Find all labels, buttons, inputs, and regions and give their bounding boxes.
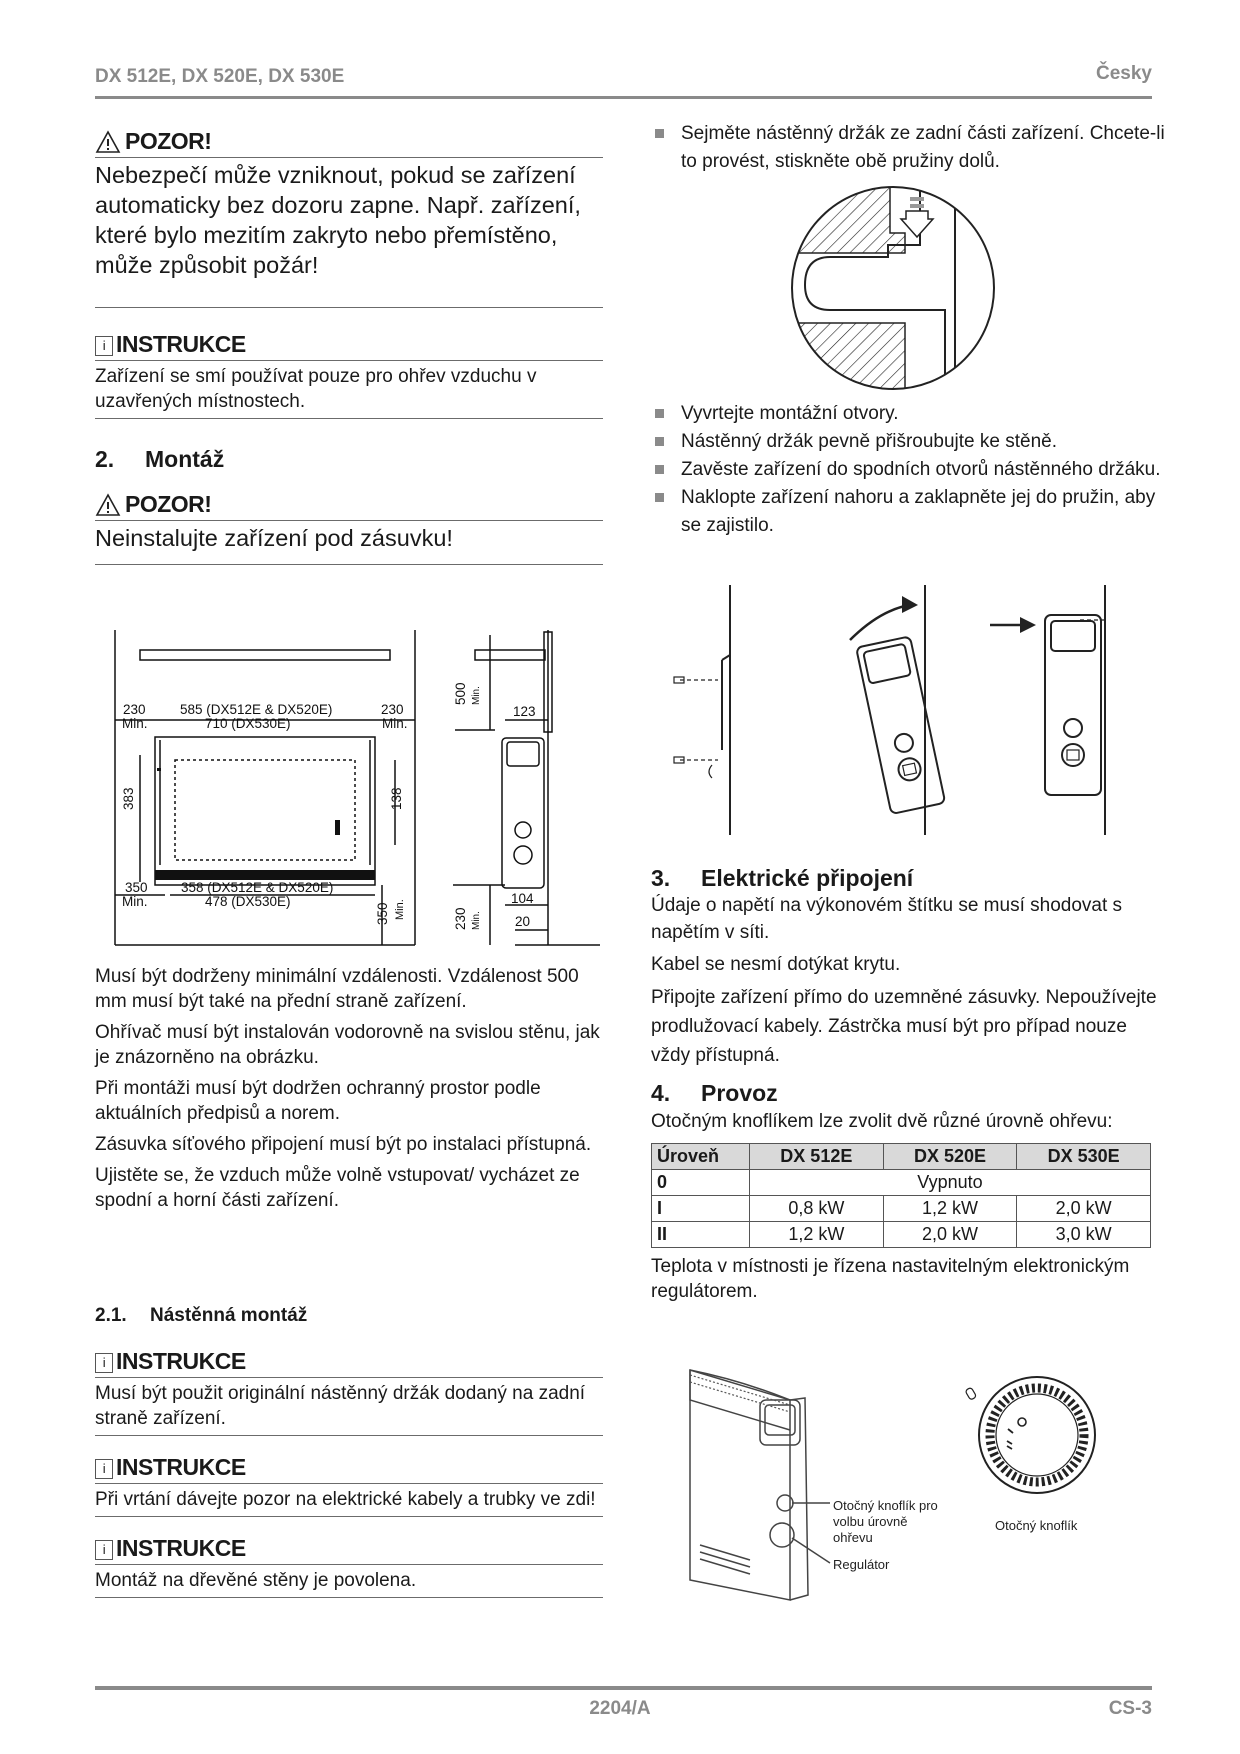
instruction-title: [95, 1535, 603, 1565]
control-knob-figure: [680, 1360, 1140, 1610]
table-cell: 0: [652, 1170, 750, 1196]
footer-page: CS-3: [1108, 1698, 1152, 1719]
table-cell: 2,0 kW: [883, 1222, 1017, 1248]
footer-doc-code: 2204/A: [589, 1698, 651, 1719]
dim-20: 20: [515, 914, 531, 929]
warning-title: [95, 128, 603, 158]
left-bottom-block: [95, 1305, 603, 1598]
table-row: [652, 1170, 1151, 1196]
regulator-label: Regulátor: [833, 1557, 890, 1572]
paragraph: Při montáži musí být dodržen ochranný prostor podle aktuálních předpisů a norem.: [95, 1078, 541, 1124]
divider: [95, 1593, 603, 1598]
footer-rule: [95, 1686, 1152, 1690]
instruction-text: Při vrtání dávejte pozor na elektrické kabely a trubky ve zdi!: [95, 1489, 596, 1510]
table-cell: 0,8 kW: [750, 1196, 884, 1222]
table-row: [652, 1196, 1151, 1222]
instruction-title: [95, 1348, 603, 1378]
section-heading: 4. Provoz: [651, 1080, 778, 1106]
dim-min-230: Min.: [471, 911, 482, 930]
dim-710: 710 (DX530E): [205, 716, 291, 731]
divider: [95, 414, 603, 419]
header-models: DX 512E, DX 520E, DX 530E: [95, 66, 345, 87]
dim-230-left: 230: [123, 702, 146, 717]
dim-104: 104: [511, 891, 534, 906]
warning-icon: [95, 130, 121, 154]
instruction-title-text: INSTRUKCE: [116, 1348, 246, 1374]
table-header: Úroveň: [652, 1144, 750, 1170]
dim-min-right: Min.: [382, 716, 408, 731]
instruction-title: [95, 1454, 603, 1484]
paragraph: Otočným knoflíkem lze zvolit dvě různé úrovně ohřevu:: [651, 1111, 1113, 1132]
table-header: DX 520E: [883, 1144, 1017, 1170]
instruction-title-text: INSTRUKCE: [116, 1535, 246, 1561]
mounting-distance-diagram: [95, 620, 615, 950]
dim-350-vertical: 350: [375, 902, 390, 925]
instruction-text: Musí být použit originální nástěnný držák dodaný na zadní straně zařízení.: [95, 1383, 586, 1429]
dim-138: 138: [389, 787, 404, 810]
warning-text: Neinstalujte zařízení pod zásuvku!: [95, 525, 453, 551]
paragraph: Údaje o napětí na výkonovém štítku se musí shodovat s napětím v síti.: [651, 895, 1123, 943]
list-item: Zavěste zařízení do spodních otvorů nástěnného držáku.: [651, 456, 1171, 484]
dim-500: 500: [453, 682, 468, 705]
paragraph: Ohřívač musí být instalován vodorovně na svislou stěnu, jak je znázorněno na obrázku.: [95, 1022, 600, 1068]
table-cell: 2,0 kW: [1017, 1196, 1151, 1222]
knob-label-line3: ohřevu: [833, 1530, 873, 1545]
instruction-title-text: INSTRUKCE: [116, 331, 246, 357]
bullet-list: [651, 120, 1171, 176]
instruction-text: Zařízení se smí používat pouze pro ohřev vzduchu v uzavřených místnostech.: [95, 366, 537, 412]
heating-level-table: [651, 1143, 1151, 1248]
header-language: Česky: [1096, 63, 1152, 84]
list-item: Vyvrtejte montážní otvory.: [651, 400, 1171, 428]
list-item: Naklopte zařízení nahoru a zaklapněte jej do pružin, aby se zajistilo.: [651, 484, 1171, 540]
warning-title-text: POZOR!: [125, 128, 212, 154]
right-lower-text: [651, 865, 1171, 1304]
list-item: Nástěnný držák pevně přišroubujte ke stěně.: [651, 428, 1171, 456]
right-column-top: [651, 120, 1171, 176]
paragraph: Musí být dodrženy minimální vzdálenosti. Vzdálenost 500 mm musí být také na přední straně zařízení.: [95, 966, 579, 1012]
list-item: Sejměte nástěnný držák ze zadní části zařízení. Chcete-li to provést, stiskněte obě pružiny dolů.: [651, 120, 1171, 176]
table-cell: 3,0 kW: [1017, 1222, 1151, 1248]
warning-title: [95, 491, 603, 521]
table-header-row: [652, 1144, 1151, 1170]
dim-230-right: 230: [381, 702, 404, 717]
paragraph: Ujistěte se, že vzduch může volně vstupovat/ vycházet ze spodní a horní části zařízení.: [95, 1165, 580, 1211]
paragraph: Kabel se nesmí dotýkat krytu.: [651, 954, 901, 975]
warning-icon: [95, 493, 121, 517]
divider: [95, 280, 603, 308]
dim-478: 478 (DX530E): [205, 894, 291, 909]
knob-label-line1: Otočný knoflík pro: [833, 1498, 938, 1513]
mounting-steps-figure: [660, 580, 1160, 840]
info-icon: i: [95, 336, 113, 356]
left-lower-text: [95, 964, 603, 1213]
bullet-list: [651, 400, 1171, 540]
paragraph: Zásuvka síťového připojení musí být po instalaci přístupná.: [95, 1134, 592, 1155]
info-icon: i: [95, 1540, 113, 1560]
info-icon: i: [95, 1353, 113, 1373]
info-icon: i: [95, 1459, 113, 1479]
dim-min-bottom: Min.: [122, 894, 148, 909]
divider: [95, 1512, 603, 1517]
warning-text: Nebezpečí může vzniknout, pokud se zařízení automaticky bez dozoru zapne. Např. zařízení, které bylo mezitím zakryto nebo přemístěno, může způsobit požár!: [95, 162, 581, 278]
right-bullets: [651, 400, 1171, 540]
divider: [95, 553, 603, 565]
dim-min-vertical: Min.: [394, 899, 406, 920]
dim-min-500: Min.: [471, 686, 482, 705]
section-heading: 2. Montáž: [95, 446, 225, 472]
subsection-heading: 2.1. Nástěnná montáž: [95, 1305, 308, 1326]
table-cell: II: [652, 1222, 750, 1248]
instruction-title-text: INSTRUKCE: [116, 1454, 246, 1480]
knob-label-line2: volbu úrovně: [833, 1514, 908, 1529]
knob-short-label: Otočný knoflík: [995, 1518, 1078, 1533]
warning-title-text: POZOR!: [125, 491, 212, 517]
dim-123: 123: [513, 704, 536, 719]
paragraph: Teplota v místnosti je řízena nastavitelným elektronickým regulátorem.: [651, 1256, 1130, 1302]
section-heading: 3. Elektrické připojení: [651, 865, 914, 891]
dim-585: 585 (DX512E & DX520E): [180, 702, 333, 717]
table-cell: Vypnuto: [750, 1170, 1151, 1196]
table-cell: I: [652, 1196, 750, 1222]
bracket-detail-figure: [790, 185, 996, 391]
table-cell: 1,2 kW: [883, 1196, 1017, 1222]
dim-383: 383: [121, 787, 136, 810]
table-header: DX 512E: [750, 1144, 884, 1170]
dim-358: 358 (DX512E & DX520E): [181, 880, 334, 895]
dim-350-bottom: 350: [125, 880, 148, 895]
table-header: DX 530E: [1017, 1144, 1151, 1170]
divider: [95, 1431, 603, 1436]
header-rule: [95, 96, 1152, 99]
paragraph: Připojte zařízení přímo do uzemněné zásuvky. Nepoužívejte prodlužovací kabely. Zástrčka musí být pro případ nouze vždy přístupná.: [651, 987, 1157, 1066]
dim-min: Min.: [122, 716, 148, 731]
instruction-title: [95, 331, 603, 361]
table-row: [652, 1222, 1151, 1248]
left-column: [95, 128, 603, 565]
table-cell: 1,2 kW: [750, 1222, 884, 1248]
dim-230-side: 230: [453, 907, 468, 930]
instruction-text: Montáž na dřevěné stěny je povolena.: [95, 1570, 417, 1591]
